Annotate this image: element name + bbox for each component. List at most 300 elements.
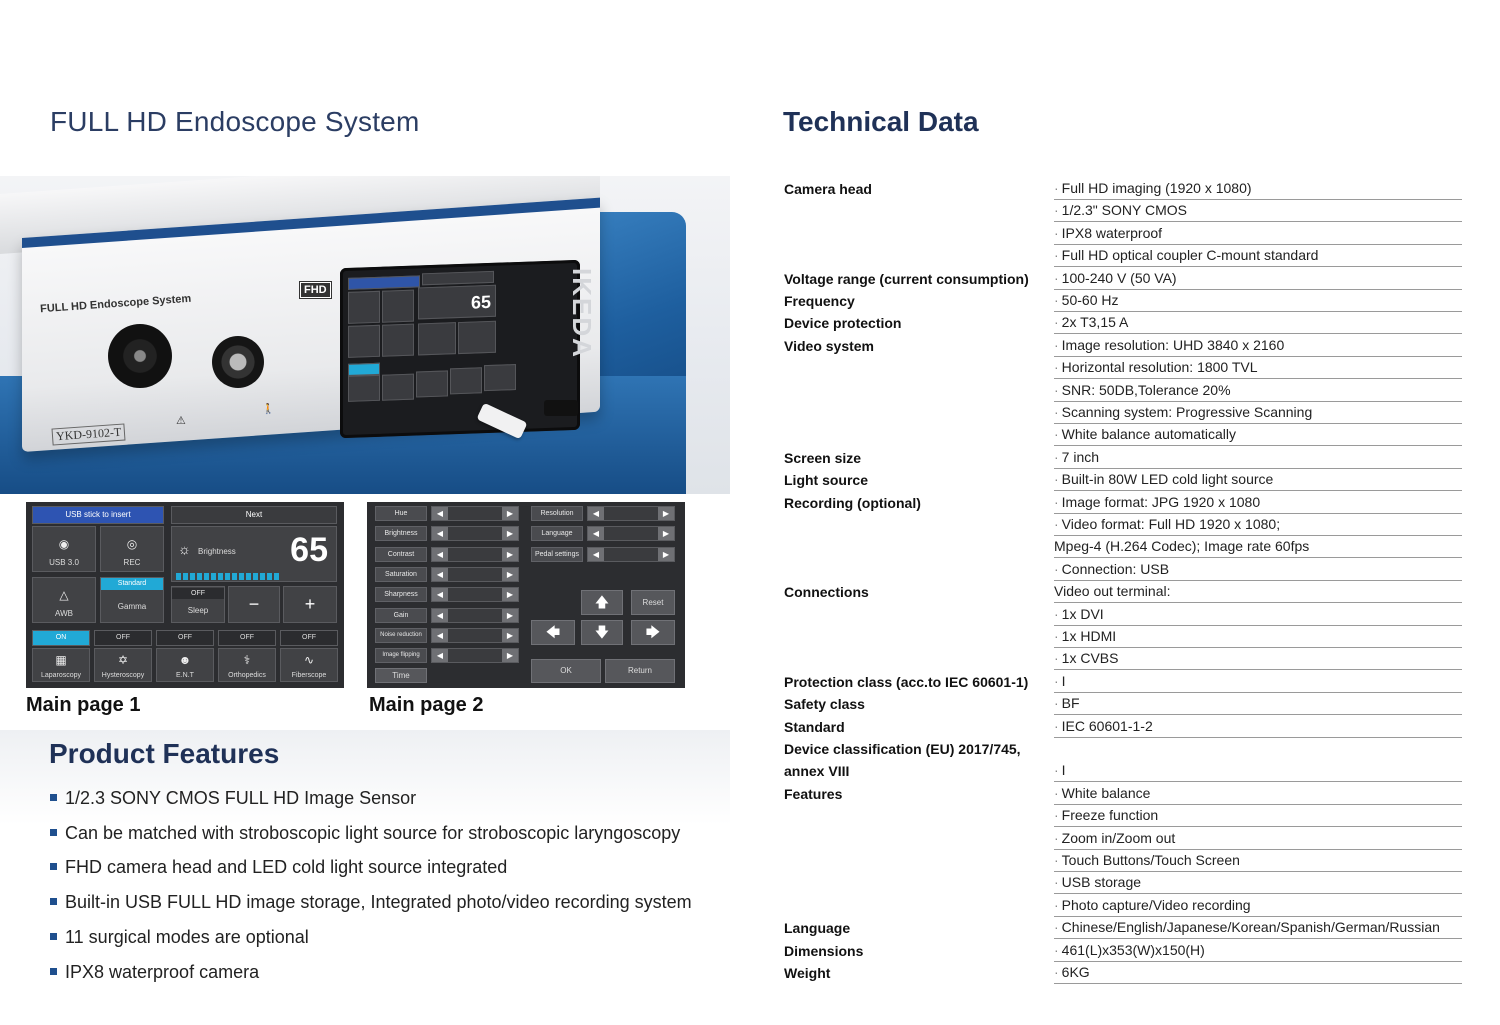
time-button: Time [375,668,427,683]
warning-icon: ⚠ [176,415,186,427]
dot-bullet-icon: · [1054,561,1059,577]
bullet-icon [50,968,57,975]
setting-label: Resolution [531,506,583,521]
mode-hysteroscopy: ✡ Hysteroscopy [94,648,152,682]
brightness-segment [197,573,202,580]
tech-value: Photo capture/Video recording [1061,897,1251,913]
tech-row [784,199,1462,221]
arrow-left-icon: ◀ [588,527,604,540]
tech-value-cell [1054,334,1462,357]
tech-label: Video system [784,338,875,354]
tech-value-cell [1054,199,1462,222]
tech-value-cell [1054,222,1462,245]
tech-label: Safety class [784,696,865,712]
tech-label: Weight [784,965,831,981]
sleep-label: Sleep [187,606,209,615]
tech-label: Connections [784,584,869,600]
brightness-segment [183,573,188,580]
tech-row [784,692,1462,714]
tech-value-cell [1054,289,1462,312]
tech-value-cell [1054,715,1462,738]
awb-button: △ AWB [32,577,96,623]
brightness-segment [176,573,181,580]
feature-text: IPX8 waterproof camera [65,962,260,982]
mode-state-laparoscopy: ON [32,630,90,646]
brightness-segment [260,573,265,580]
tech-value-cell [1054,446,1462,469]
arrow-right-icon: ▶ [658,527,674,540]
main-page-2-caption: Main page 2 [369,694,484,716]
screen-brightness-value: 65 [418,285,496,320]
tech-value: 1/2.3" SONY CMOS [1061,202,1187,218]
screen-mode-2 [382,374,414,401]
dot-bullet-icon: · [1054,964,1059,980]
tech-row [784,491,1462,513]
bullet-icon [50,829,57,836]
tech-label: Voltage range (current consumption) [784,271,1029,287]
dot-bullet-icon: · [1054,718,1059,734]
dot-bullet-icon: · [1054,628,1059,644]
tech-value: Scanning system: Progressive Scanning [1061,404,1313,420]
setting-label: Contrast [375,547,427,562]
tech-label: Light source [784,472,869,488]
feature-text: Can be matched with stroboscopic light source for stroboscopic laryngoscopy [65,823,681,843]
brightness-segment [253,573,258,580]
arrow-down-button: 🡇 [581,620,623,645]
tech-value: 7 inch [1061,449,1100,465]
laparoscopy-icon: ▦ [55,653,67,667]
tech-value: 50-60 Hz [1061,292,1119,308]
tech-row [784,446,1462,468]
arrow-left-icon: ◀ [588,507,604,520]
dot-bullet-icon: · [1054,650,1059,666]
tech-row [784,782,1462,804]
main-page-1-caption: Main page 1 [26,694,141,716]
reset-button: Reset [631,590,675,615]
feature-item [50,892,692,913]
main-page-2-screenshot [367,502,685,688]
arrow-left-icon: ◀ [588,548,604,561]
power-button [544,400,578,416]
tech-value-cell [1054,356,1462,379]
screen-sleep-button [418,322,456,355]
tech-value-cell [1054,939,1462,962]
arrow-right-icon: ▶ [502,609,518,622]
tech-value-cell [1054,468,1462,491]
feature-text: 11 surgical modes are optional [65,927,309,947]
dot-bullet-icon: · [1054,404,1059,420]
dot-bullet-icon: · [1054,516,1059,532]
tech-row [784,311,1462,333]
tech-value-cell [1054,379,1462,402]
feature-item [50,788,416,809]
screen-gamma-button [382,324,414,357]
tech-label: Language [784,920,851,936]
brightness-segment [204,573,209,580]
dot-bullet-icon: · [1054,919,1059,935]
tech-value: IPX8 waterproof [1061,225,1163,241]
dot-bullet-icon: · [1054,270,1059,286]
fhd-badge: FHD [300,282,331,298]
sleep-button [171,586,225,623]
tech-value: Image resolution: UHD 3840 x 2160 [1061,337,1285,353]
brightness-label: Brightness [198,547,236,556]
brightness-segment [232,573,237,580]
setting-label: Sharpness [375,587,427,602]
hysteroscopy-icon: ✡ [117,653,129,667]
feature-item [50,927,309,948]
arrow-right-button: 🡆 [631,620,675,645]
tech-label: Device protection [784,315,902,331]
plus-button: + [283,586,337,623]
tech-row [784,177,1462,199]
dot-bullet-icon: · [1054,785,1059,801]
tech-value: 1x CVBS [1061,650,1119,666]
mode-state-hysteroscopy: OFF [94,630,152,646]
tech-value-cell [1054,647,1462,670]
arrow-left-icon: ◀ [432,507,448,520]
tech-value: I [1061,762,1066,778]
tech-row [784,916,1462,938]
screen-usb-button [348,291,380,324]
tech-row [784,625,1462,647]
tech-value-cell [1054,401,1462,424]
bullet-icon [50,898,57,905]
device-model-label: YKD-9102-T [51,423,125,445]
setting-slider [431,526,519,541]
tech-value: Video format: Full HD 1920 x 1080; [1061,516,1281,532]
tech-row [784,647,1462,669]
main-page-1-screenshot [26,502,344,688]
rec-button: ◎ REC [100,526,164,572]
mode-state-ent: OFF [156,630,214,646]
usb-button: ◉ USB 3.0 [32,526,96,572]
bullet-icon [50,863,57,870]
tech-value-cell [1054,535,1462,558]
tech-value: 6KG [1061,964,1090,980]
return-button: Return [605,659,675,683]
tech-value-cell [1054,916,1462,939]
setting-slider [587,547,675,562]
device-name-label: FULL HD Endoscope System [39,292,192,316]
mode-orthopedics: ⚕ Orthopedics [218,648,276,682]
tech-row [784,871,1462,893]
setting-label: Saturation [375,567,427,582]
feature-item [50,962,259,983]
setting-slider [587,506,675,521]
tech-row [784,401,1462,423]
tech-row [784,737,1462,759]
tech-value: 461(L)x353(W)x150(H) [1061,942,1205,958]
tech-value: White balance [1061,785,1151,801]
screen-next-bar [422,271,494,286]
screen-mode-3 [416,370,448,397]
tech-value: Video out terminal: [1054,583,1171,599]
setting-slider [431,608,519,623]
tech-value: Connection: USB [1061,561,1170,577]
screen-mode-5 [484,364,516,391]
tech-value-cell [1054,692,1462,715]
tech-value: Built-in 80W LED cold light source [1061,471,1274,487]
setting-slider [587,526,675,541]
tech-label: Features [784,786,843,802]
brightness-segment [274,573,279,580]
section-title-technical-data: Technical Data [783,106,979,137]
person-icon: 🚶 [262,404,275,415]
screen-mode-1 [348,375,380,402]
tech-row [784,603,1462,625]
tech-value: 1x HDMI [1061,628,1117,644]
setting-label: Hue [375,506,427,521]
next-button: Next [171,506,337,524]
arrow-right-icon: ▶ [658,507,674,520]
setting-slider [431,506,519,521]
arrow-left-icon: ◀ [432,568,448,581]
dot-bullet-icon: · [1054,695,1059,711]
dot-bullet-icon: · [1054,471,1059,487]
tech-value-cell [1054,625,1462,648]
tech-value: 2x T3,15 A [1061,314,1129,330]
brightness-value: 65 [290,531,328,569]
tech-value-cell [1054,580,1462,603]
tech-row [784,894,1462,916]
tech-label: Frequency [784,293,855,309]
bullet-icon [50,794,57,801]
tech-row [784,759,1462,781]
setting-label: Brightness [375,526,427,541]
tech-value-cell [1054,670,1462,693]
tech-value-cell [1054,894,1462,917]
tech-value: Mpeg-4 (H.264 Codec); Image rate 60fps [1054,538,1310,554]
setting-slider [431,628,519,643]
feature-item [50,857,507,878]
setting-slider [431,587,519,602]
sun-icon: ☼ [178,541,191,557]
tech-value: Chinese/English/Japanese/Korean/Spanish/German/Russian [1061,919,1440,935]
tech-value: White balance automatically [1061,426,1236,442]
setting-label: Language [531,526,583,541]
brightness-segment [246,573,251,580]
standard-indicator: Standard [101,578,163,590]
tech-row [784,356,1462,378]
tech-value-cell [1054,513,1462,536]
tech-row [784,334,1462,356]
setting-slider [431,547,519,562]
tech-value: Horizontal resolution: 1800 TVL [1061,359,1258,375]
dot-bullet-icon: · [1054,426,1059,442]
arrow-right-icon: ▶ [658,548,674,561]
tech-value-cell [1054,961,1462,984]
dot-bullet-icon: · [1054,337,1059,353]
brightness-segment [218,573,223,580]
tech-label: Screen size [784,450,862,466]
tech-row [784,558,1462,580]
dot-bullet-icon: · [1054,673,1059,689]
arrow-right-icon: ▶ [502,629,518,642]
camera-icon: ◉ [58,537,70,551]
ok-button: OK [531,659,601,683]
arrow-right-icon: ▶ [502,507,518,520]
brightness-segment [225,573,230,580]
feature-text: Built-in USB FULL HD image storage, Integrated photo/video recording system [65,892,692,912]
setting-slider [431,648,519,663]
setting-label: Noise reduction [375,628,427,643]
tech-value: Image format: JPG 1920 x 1080 [1061,494,1261,510]
screen-rec-button [382,290,414,323]
arrow-right-icon: ▶ [502,588,518,601]
cable-connector-port [212,336,264,388]
tech-label: Standard [784,719,845,735]
brightness-segment [267,573,272,580]
bullet-icon [50,933,57,940]
brightness-segment [190,573,195,580]
section-title-system: FULL HD Endoscope System [50,106,420,137]
tech-row [784,244,1462,266]
tech-value-cell [1054,804,1462,827]
tech-value-cell [1054,267,1462,290]
brightness-segment [211,573,216,580]
tech-value: USB storage [1061,874,1142,890]
tech-row [784,513,1462,535]
tech-value: Full HD optical coupler C-mount standard [1061,247,1319,263]
arrow-right-icon: ▶ [502,548,518,561]
tech-value-cell [1054,491,1462,514]
tech-value: 1x DVI [1061,606,1104,622]
tech-value-cell [1054,311,1462,334]
arrow-left-button: 🡄 [531,620,575,645]
dot-bullet-icon: · [1054,494,1059,510]
product-hero-image [0,176,730,494]
tech-label: Recording (optional) [784,495,921,511]
camera-connector-port [108,324,172,388]
usb-stick-bar: USB stick to insert [32,506,164,524]
mode-ent: ☻ E.N.T [156,648,214,682]
tech-row [784,804,1462,826]
tech-value-cell [1054,827,1462,850]
sleep-off-indicator: OFF [172,588,224,599]
tech-row [784,535,1462,557]
arrow-left-icon: ◀ [432,527,448,540]
product-features-title: Product Features [49,738,280,769]
brightness-level-bar [176,573,282,580]
feature-text: 1/2.3 SONY CMOS FULL HD Image Sensor [65,788,417,808]
mode-state-fiberscope: OFF [280,630,338,646]
white-balance-icon: △ [59,588,69,602]
setting-slider [431,567,519,582]
tech-row [784,267,1462,289]
dot-bullet-icon: · [1054,202,1059,218]
brightness-segment [239,573,244,580]
tech-row [784,580,1462,602]
tech-row [784,670,1462,692]
orthopedics-icon: ⚕ [243,653,251,667]
tech-value: Touch Buttons/Touch Screen [1061,852,1240,868]
tech-value-cell [1054,759,1462,782]
tech-label: Device classification (EU) 2017/745, [784,741,1021,757]
tech-value: IEC 60601-1-2 [1061,718,1153,734]
tech-value-cell [1054,849,1462,872]
tech-label: annex VIII [784,763,850,779]
brand-logo-text: IKEDA [567,268,597,359]
arrow-left-icon: ◀ [432,629,448,642]
tech-row [784,468,1462,490]
feature-text: FHD camera head and LED cold light source integrated [65,857,508,877]
dot-bullet-icon: · [1054,359,1059,375]
fiberscope-icon: ∿ [303,653,315,667]
setting-label: Pedal settings [531,547,583,562]
mode-laparoscopy: ▦ Laparoscopy [32,648,90,682]
arrow-right-icon: ▶ [502,649,518,662]
dot-bullet-icon: · [1054,247,1059,263]
setting-label: Image flipping [375,648,427,663]
dot-bullet-icon: · [1054,292,1059,308]
brightness-panel [171,526,337,582]
tech-value: Freeze function [1061,807,1159,823]
tech-value: Full HD imaging (1920 x 1080) [1061,180,1252,196]
minus-button: − [228,586,280,623]
dot-bullet-icon: · [1054,874,1059,890]
arrow-up-button: 🡅 [581,590,623,615]
arrow-left-icon: ◀ [432,649,448,662]
arrow-left-icon: ◀ [432,548,448,561]
feature-item [50,823,680,844]
dot-bullet-icon: · [1054,606,1059,622]
tech-value: I [1061,673,1066,689]
screen-mode-4 [450,367,482,394]
dot-bullet-icon: · [1054,830,1059,846]
gamma-button [100,577,164,623]
tech-row [784,423,1462,445]
dot-bullet-icon: · [1054,314,1059,330]
dot-bullet-icon: · [1054,852,1059,868]
mode-state-orthopedics: OFF [218,630,276,646]
tech-value-cell [1054,737,1462,759]
tech-row [784,222,1462,244]
gamma-label: Gamma [117,602,147,611]
dot-bullet-icon: · [1054,807,1059,823]
arrow-right-icon: ▶ [502,568,518,581]
screen-awb-button [348,325,380,358]
arrow-left-icon: ◀ [432,588,448,601]
tech-value-cell [1054,177,1462,200]
tech-row [784,961,1462,983]
dot-bullet-icon: · [1054,762,1059,778]
tech-value-cell [1054,871,1462,894]
tech-row [784,379,1462,401]
dot-bullet-icon: · [1054,225,1059,241]
ent-icon: ☻ [178,653,192,667]
dot-bullet-icon: · [1054,180,1059,196]
arrow-right-icon: ▶ [502,527,518,540]
record-icon: ◎ [126,537,138,551]
tech-value: BF [1061,695,1080,711]
arrow-left-icon: ◀ [432,609,448,622]
tech-value-cell [1054,244,1462,267]
tech-value: 100-240 V (50 VA) [1061,270,1177,286]
tech-label: Protection class (acc.to IEC 60601-1) [784,674,1029,690]
tech-row [784,289,1462,311]
dot-bullet-icon: · [1054,382,1059,398]
tech-value-cell [1054,603,1462,626]
tech-row [784,715,1462,737]
mode-fiberscope: ∿ Fiberscope [280,648,338,682]
tech-value-cell [1054,782,1462,805]
tech-row [784,827,1462,849]
tech-value-cell [1054,558,1462,581]
dot-bullet-icon: · [1054,897,1059,913]
tech-value: SNR: 50DB,Tolerance 20% [1061,382,1231,398]
tech-label: Camera head [784,181,872,197]
